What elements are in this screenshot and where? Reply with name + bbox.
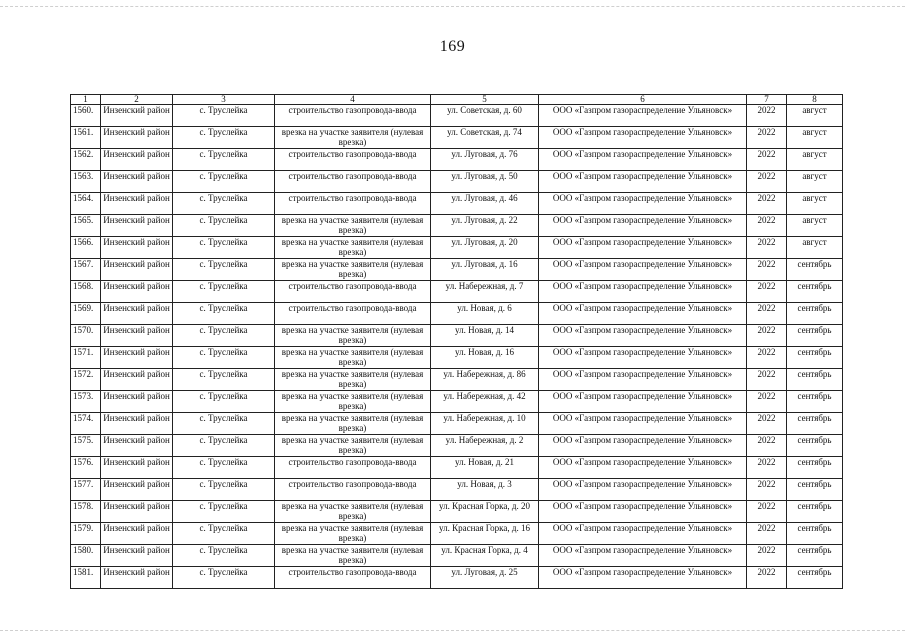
settlement-cell: с. Труслейка <box>173 105 275 127</box>
district-cell: Инзенский район <box>101 127 173 149</box>
month-cell: август <box>787 193 843 215</box>
year-cell: 2022 <box>747 215 787 237</box>
month-cell: сентябрь <box>787 347 843 369</box>
header-cell: 2 <box>101 95 173 105</box>
work-type-cell: строительство газопровода-ввода <box>275 479 431 501</box>
organization-cell: ООО «Газпром газораспределение Ульяновск» <box>539 303 747 325</box>
month-cell: сентябрь <box>787 325 843 347</box>
row-number: 1578. <box>71 501 101 523</box>
organization-cell: ООО «Газпром газораспределение Ульяновск» <box>539 413 747 435</box>
row-number: 1581. <box>71 567 101 589</box>
work-type-cell: строительство газопровода-ввода <box>275 457 431 479</box>
address-cell: ул. Набережная, д. 86 <box>431 369 539 391</box>
address-cell: ул. Красная Горка, д. 4 <box>431 545 539 567</box>
organization-cell: ООО «Газпром газораспределение Ульяновск» <box>539 105 747 127</box>
district-cell: Инзенский район <box>101 413 173 435</box>
row-number: 1565. <box>71 215 101 237</box>
work-type-cell: строительство газопровода-ввода <box>275 281 431 303</box>
table-header-row <box>71 95 843 105</box>
table-row <box>71 237 843 259</box>
work-type-cell: врезка на участке заявителя (нулевая врезка) <box>275 325 431 347</box>
settlement-cell: с. Труслейка <box>173 303 275 325</box>
month-cell: сентябрь <box>787 303 843 325</box>
organization-cell: ООО «Газпром газораспределение Ульяновск» <box>539 369 747 391</box>
settlement-cell: с. Труслейка <box>173 413 275 435</box>
work-type-cell: строительство газопровода-ввода <box>275 567 431 589</box>
district-cell: Инзенский район <box>101 237 173 259</box>
work-type-cell: строительство газопровода-ввода <box>275 171 431 193</box>
month-cell: август <box>787 127 843 149</box>
address-cell: ул. Набережная, д. 10 <box>431 413 539 435</box>
district-cell: Инзенский район <box>101 171 173 193</box>
month-cell: сентябрь <box>787 259 843 281</box>
settlement-cell: с. Труслейка <box>173 193 275 215</box>
settlement-cell: с. Труслейка <box>173 369 275 391</box>
settlement-cell: с. Труслейка <box>173 127 275 149</box>
row-number: 1569. <box>71 303 101 325</box>
district-cell: Инзенский район <box>101 259 173 281</box>
row-number: 1571. <box>71 347 101 369</box>
district-cell: Инзенский район <box>101 391 173 413</box>
district-cell: Инзенский район <box>101 303 173 325</box>
district-cell: Инзенский район <box>101 545 173 567</box>
year-cell: 2022 <box>747 457 787 479</box>
row-number: 1567. <box>71 259 101 281</box>
address-cell: ул. Луговая, д. 76 <box>431 149 539 171</box>
district-cell: Инзенский район <box>101 325 173 347</box>
address-cell: ул. Новая, д. 14 <box>431 325 539 347</box>
header-cell: 1 <box>71 95 101 105</box>
row-number: 1564. <box>71 193 101 215</box>
organization-cell: ООО «Газпром газораспределение Ульяновск» <box>539 259 747 281</box>
month-cell: сентябрь <box>787 413 843 435</box>
table-row <box>71 105 843 127</box>
row-number: 1577. <box>71 479 101 501</box>
year-cell: 2022 <box>747 479 787 501</box>
year-cell: 2022 <box>747 303 787 325</box>
header-cell: 4 <box>275 95 431 105</box>
work-type-cell: врезка на участке заявителя (нулевая врезка) <box>275 237 431 259</box>
organization-cell: ООО «Газпром газораспределение Ульяновск» <box>539 171 747 193</box>
year-cell: 2022 <box>747 501 787 523</box>
settlement-cell: с. Труслейка <box>173 523 275 545</box>
organization-cell: ООО «Газпром газораспределение Ульяновск» <box>539 457 747 479</box>
settlement-cell: с. Труслейка <box>173 171 275 193</box>
work-type-cell: врезка на участке заявителя (нулевая врезка) <box>275 347 431 369</box>
row-number: 1568. <box>71 281 101 303</box>
address-cell: ул. Луговая, д. 50 <box>431 171 539 193</box>
row-number: 1563. <box>71 171 101 193</box>
year-cell: 2022 <box>747 523 787 545</box>
settlement-cell: с. Труслейка <box>173 479 275 501</box>
district-cell: Инзенский район <box>101 347 173 369</box>
settlement-cell: с. Труслейка <box>173 281 275 303</box>
address-cell: ул. Новая, д. 16 <box>431 347 539 369</box>
settlement-cell: с. Труслейка <box>173 567 275 589</box>
table-row <box>71 303 843 325</box>
year-cell: 2022 <box>747 567 787 589</box>
settlement-cell: с. Труслейка <box>173 237 275 259</box>
page-number: 169 <box>439 38 466 55</box>
organization-cell: ООО «Газпром газораспределение Ульяновск» <box>539 391 747 413</box>
address-cell: ул. Красная Горка, д. 20 <box>431 501 539 523</box>
row-number: 1562. <box>71 149 101 171</box>
settlement-cell: с. Труслейка <box>173 435 275 457</box>
district-cell: Инзенский район <box>101 193 173 215</box>
month-cell: сентябрь <box>787 501 843 523</box>
table-row <box>71 457 843 479</box>
work-type-cell: строительство газопровода-ввода <box>275 193 431 215</box>
district-cell: Инзенский район <box>101 105 173 127</box>
organization-cell: ООО «Газпром газораспределение Ульяновск» <box>539 567 747 589</box>
district-cell: Инзенский район <box>101 369 173 391</box>
year-cell: 2022 <box>747 281 787 303</box>
settlement-cell: с. Труслейка <box>173 259 275 281</box>
month-cell: сентябрь <box>787 391 843 413</box>
month-cell: сентябрь <box>787 545 843 567</box>
settlement-cell: с. Труслейка <box>173 215 275 237</box>
month-cell: август <box>787 105 843 127</box>
header-cell: 7 <box>747 95 787 105</box>
organization-cell: ООО «Газпром газораспределение Ульяновск» <box>539 501 747 523</box>
month-cell: сентябрь <box>787 523 843 545</box>
table-row <box>71 193 843 215</box>
year-cell: 2022 <box>747 171 787 193</box>
settlement-cell: с. Труслейка <box>173 325 275 347</box>
organization-cell: ООО «Газпром газораспределение Ульяновск» <box>539 325 747 347</box>
month-cell: август <box>787 149 843 171</box>
year-cell: 2022 <box>747 105 787 127</box>
work-type-cell: врезка на участке заявителя (нулевая врезка) <box>275 413 431 435</box>
settlement-cell: с. Труслейка <box>173 457 275 479</box>
row-number: 1576. <box>71 457 101 479</box>
month-cell: сентябрь <box>787 457 843 479</box>
work-type-cell: врезка на участке заявителя (нулевая врезка) <box>275 259 431 281</box>
organization-cell: ООО «Газпром газораспределение Ульяновск» <box>539 347 747 369</box>
organization-cell: ООО «Газпром газораспределение Ульяновск» <box>539 237 747 259</box>
address-cell: ул. Луговая, д. 25 <box>431 567 539 589</box>
work-type-cell: строительство газопровода-ввода <box>275 105 431 127</box>
address-cell: ул. Набережная, д. 42 <box>431 391 539 413</box>
row-number: 1570. <box>71 325 101 347</box>
table-row <box>71 281 843 303</box>
table-row <box>71 149 843 171</box>
table-row <box>71 413 843 435</box>
table-row <box>71 259 843 281</box>
organization-cell: ООО «Газпром газораспределение Ульяновск» <box>539 215 747 237</box>
year-cell: 2022 <box>747 259 787 281</box>
work-type-cell: врезка на участке заявителя (нулевая врезка) <box>275 391 431 413</box>
organization-cell: ООО «Газпром газораспределение Ульяновск» <box>539 127 747 149</box>
row-number: 1573. <box>71 391 101 413</box>
row-number: 1580. <box>71 545 101 567</box>
settlement-cell: с. Труслейка <box>173 149 275 171</box>
district-cell: Инзенский район <box>101 479 173 501</box>
header-cell: 5 <box>431 95 539 105</box>
header-cell: 3 <box>173 95 275 105</box>
year-cell: 2022 <box>747 193 787 215</box>
row-number: 1575. <box>71 435 101 457</box>
table-row <box>71 501 843 523</box>
address-cell: ул. Луговая, д. 22 <box>431 215 539 237</box>
month-cell: сентябрь <box>787 369 843 391</box>
address-cell: ул. Луговая, д. 16 <box>431 259 539 281</box>
settlement-cell: с. Труслейка <box>173 347 275 369</box>
work-type-cell: врезка на участке заявителя (нулевая врезка) <box>275 501 431 523</box>
work-type-cell: врезка на участке заявителя (нулевая врезка) <box>275 523 431 545</box>
row-number: 1566. <box>71 237 101 259</box>
month-cell: сентябрь <box>787 567 843 589</box>
work-type-cell: строительство газопровода-ввода <box>275 303 431 325</box>
month-cell: август <box>787 237 843 259</box>
organization-cell: ООО «Газпром газораспределение Ульяновск» <box>539 523 747 545</box>
organization-cell: ООО «Газпром газораспределение Ульяновск» <box>539 149 747 171</box>
organization-cell: ООО «Газпром газораспределение Ульяновск» <box>539 435 747 457</box>
year-cell: 2022 <box>747 127 787 149</box>
row-number: 1579. <box>71 523 101 545</box>
month-cell: сентябрь <box>787 435 843 457</box>
table-row <box>71 215 843 237</box>
month-cell: сентябрь <box>787 479 843 501</box>
month-cell: август <box>787 215 843 237</box>
year-cell: 2022 <box>747 545 787 567</box>
works-table <box>70 94 843 589</box>
district-cell: Инзенский район <box>101 523 173 545</box>
work-type-cell: врезка на участке заявителя (нулевая врезка) <box>275 127 431 149</box>
scan-noise-bottom <box>0 630 905 632</box>
row-number: 1561. <box>71 127 101 149</box>
work-type-cell: врезка на участке заявителя (нулевая врезка) <box>275 545 431 567</box>
table-row <box>71 523 843 545</box>
row-number: 1560. <box>71 105 101 127</box>
row-number: 1572. <box>71 369 101 391</box>
work-type-cell: строительство газопровода-ввода <box>275 149 431 171</box>
year-cell: 2022 <box>747 391 787 413</box>
table-row <box>71 127 843 149</box>
table-row <box>71 347 843 369</box>
district-cell: Инзенский район <box>101 567 173 589</box>
header-cell: 8 <box>787 95 843 105</box>
address-cell: ул. Новая, д. 6 <box>431 303 539 325</box>
organization-cell: ООО «Газпром газораспределение Ульяновск» <box>539 281 747 303</box>
address-cell: ул. Новая, д. 3 <box>431 479 539 501</box>
table-row <box>71 435 843 457</box>
table-row <box>71 325 843 347</box>
settlement-cell: с. Труслейка <box>173 501 275 523</box>
year-cell: 2022 <box>747 413 787 435</box>
district-cell: Инзенский район <box>101 457 173 479</box>
table-row <box>71 391 843 413</box>
year-cell: 2022 <box>747 149 787 171</box>
district-cell: Инзенский район <box>101 215 173 237</box>
organization-cell: ООО «Газпром газораспределение Ульяновск» <box>539 479 747 501</box>
settlement-cell: с. Труслейка <box>173 545 275 567</box>
work-type-cell: врезка на участке заявителя (нулевая врезка) <box>275 369 431 391</box>
address-cell: ул. Луговая, д. 46 <box>431 193 539 215</box>
row-number: 1574. <box>71 413 101 435</box>
address-cell: ул. Набережная, д. 7 <box>431 281 539 303</box>
address-cell: ул. Луговая, д. 20 <box>431 237 539 259</box>
settlement-cell: с. Труслейка <box>173 391 275 413</box>
work-type-cell: врезка на участке заявителя (нулевая врезка) <box>275 215 431 237</box>
table-container <box>70 94 843 589</box>
header-cell: 6 <box>539 95 747 105</box>
address-cell: ул. Красная Горка, д. 16 <box>431 523 539 545</box>
year-cell: 2022 <box>747 325 787 347</box>
address-cell: ул. Новая, д. 21 <box>431 457 539 479</box>
year-cell: 2022 <box>747 237 787 259</box>
table-row <box>71 479 843 501</box>
table-row <box>71 567 843 589</box>
month-cell: сентябрь <box>787 281 843 303</box>
month-cell: август <box>787 171 843 193</box>
organization-cell: ООО «Газпром газораспределение Ульяновск» <box>539 545 747 567</box>
work-type-cell: врезка на участке заявителя (нулевая врезка) <box>275 435 431 457</box>
address-cell: ул. Советская, д. 74 <box>431 127 539 149</box>
table-row <box>71 171 843 193</box>
organization-cell: ООО «Газпром газораспределение Ульяновск» <box>539 193 747 215</box>
scan-noise-top <box>0 6 905 8</box>
district-cell: Инзенский район <box>101 281 173 303</box>
year-cell: 2022 <box>747 369 787 391</box>
year-cell: 2022 <box>747 347 787 369</box>
year-cell: 2022 <box>747 435 787 457</box>
district-cell: Инзенский район <box>101 149 173 171</box>
district-cell: Инзенский район <box>101 501 173 523</box>
district-cell: Инзенский район <box>101 435 173 457</box>
address-cell: ул. Советская, д. 60 <box>431 105 539 127</box>
table-row <box>71 545 843 567</box>
address-cell: ул. Набережная, д. 2 <box>431 435 539 457</box>
table-row <box>71 369 843 391</box>
